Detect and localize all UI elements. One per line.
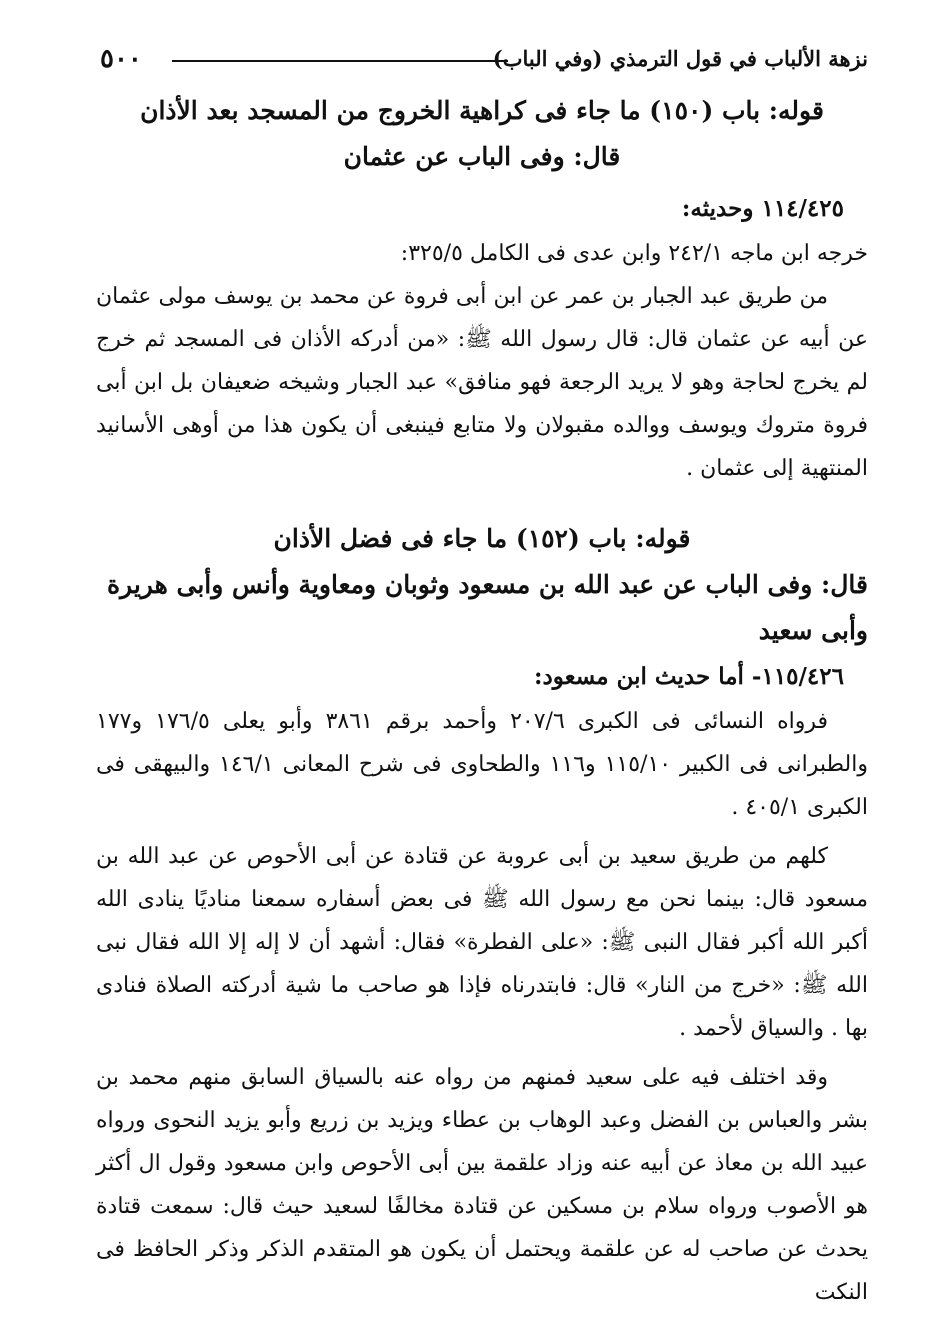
running-header [100,38,868,78]
hadith-number-425: ١١٤/٤٢٥ وحديثه: [681,195,844,222]
paragraph-426-discussion: وقد اختلف فيه على سعيد فمنهم من رواه عنه بالسياق السابق منهم محمد بن بشر والعباس بن الفضل وعبد الوهاب بن عطاء ويزيد بن زريع وأبو يزيد النحوى ورواه عبيد الله بن معاذ عن أبيه عنه وزاد علقمة بين أبى الأحوص وابن مسعود وقول ال أكثر هو الأصوب ورواه سلام بن مسكين عن قتادة مخالفًا لسعيد حيث قال: سمعت قتادة يحدث عن صاحب له عن علقمة ويحتمل أن يكون هو المتقدم الذكر وذكر الحافظ فى النكت [96,1065,868,1305]
chapter-subtitle-150: قال: وفى الباب عن عثمان [343,142,621,171]
hadith-number-426: ١١٥/٤٢٦- أما حديث ابن مسعود: [534,663,844,690]
page-content [96,88,868,1314]
paragraph-426-text: كلهم من طريق سعيد بن أبى عروبة عن قتادة عن أبى الأحوص عن عبد الله بن مسعود قال: بينما نحن مع رسول الله ﷺ فى بعض أسفاره سمعنا مناديًا ينادى الله أكبر الله أكبر فقال النبى ﷺ: «على الفطرة» فقال: أشهد أن لا إله إلا الله فقال نبى الله ﷺ: «خرج من النار» قال: فابتدرناه فإذا هو صاحب ما شية أدركته الصلاة فنادى بها . والسياق لأحمد . [96,844,868,1041]
chapter-subtitle-152: قال: وفى الباب عن عبد الله بن مسعود وثوبان ومعاوية وأنس وأبى هريرة وأبى سعيد [106,570,868,645]
page-number: ٥٠٠ [100,44,142,74]
source-line-425: خرجه ابن ماجه ٢٤٢/١ وابن عدى فى الكامل ٣٢٥/٥: [400,241,868,266]
chapter-title-150: قوله: باب (١٥٠) ما جاء فى كراهية الخروج من المسجد بعد الأذان [140,96,824,125]
header-title: نزهة الألباب في قول الترمذي (وفي الباب) [492,46,868,71]
header-rule [172,60,508,62]
paragraph-426-sources: فرواه النسائى فى الكبرى ٢٠٧/٦ وأحمد برقم ٣٨٦١ وأبو يعلى ١٧٦/٥ و١٧٧ والطبرانى فى الكبير ١١٥/١٠ و١١٦ والطحاوى فى شرح المعانى ١٤٦/١ والبيهقى فى الكبرى ٤٠٥/١ . [96,709,868,820]
chapter-title-152: قوله: باب (١٥٢) ما جاء فى فضل الأذان [273,524,691,553]
paragraph-425: من طريق عبد الجبار بن عمر عن ابن أبى فروة عن محمد بن يوسف مولى عثمان عن أبيه عن عثمان قال: قال رسول الله ﷺ: «من أدركه الأذان فى المسجد ثم خرج لم يخرج لحاجة وهو لا يريد الرجعة فهو منافق» عبد الجبار وشيخه ضعيفان بل ابن أبى فروة متروك ويوسف ووالده مقبولان ولا متابع فينبغى أن يكون هذا من أوهى الأسانيد المنتهية إلى عثمان . [96,284,868,481]
